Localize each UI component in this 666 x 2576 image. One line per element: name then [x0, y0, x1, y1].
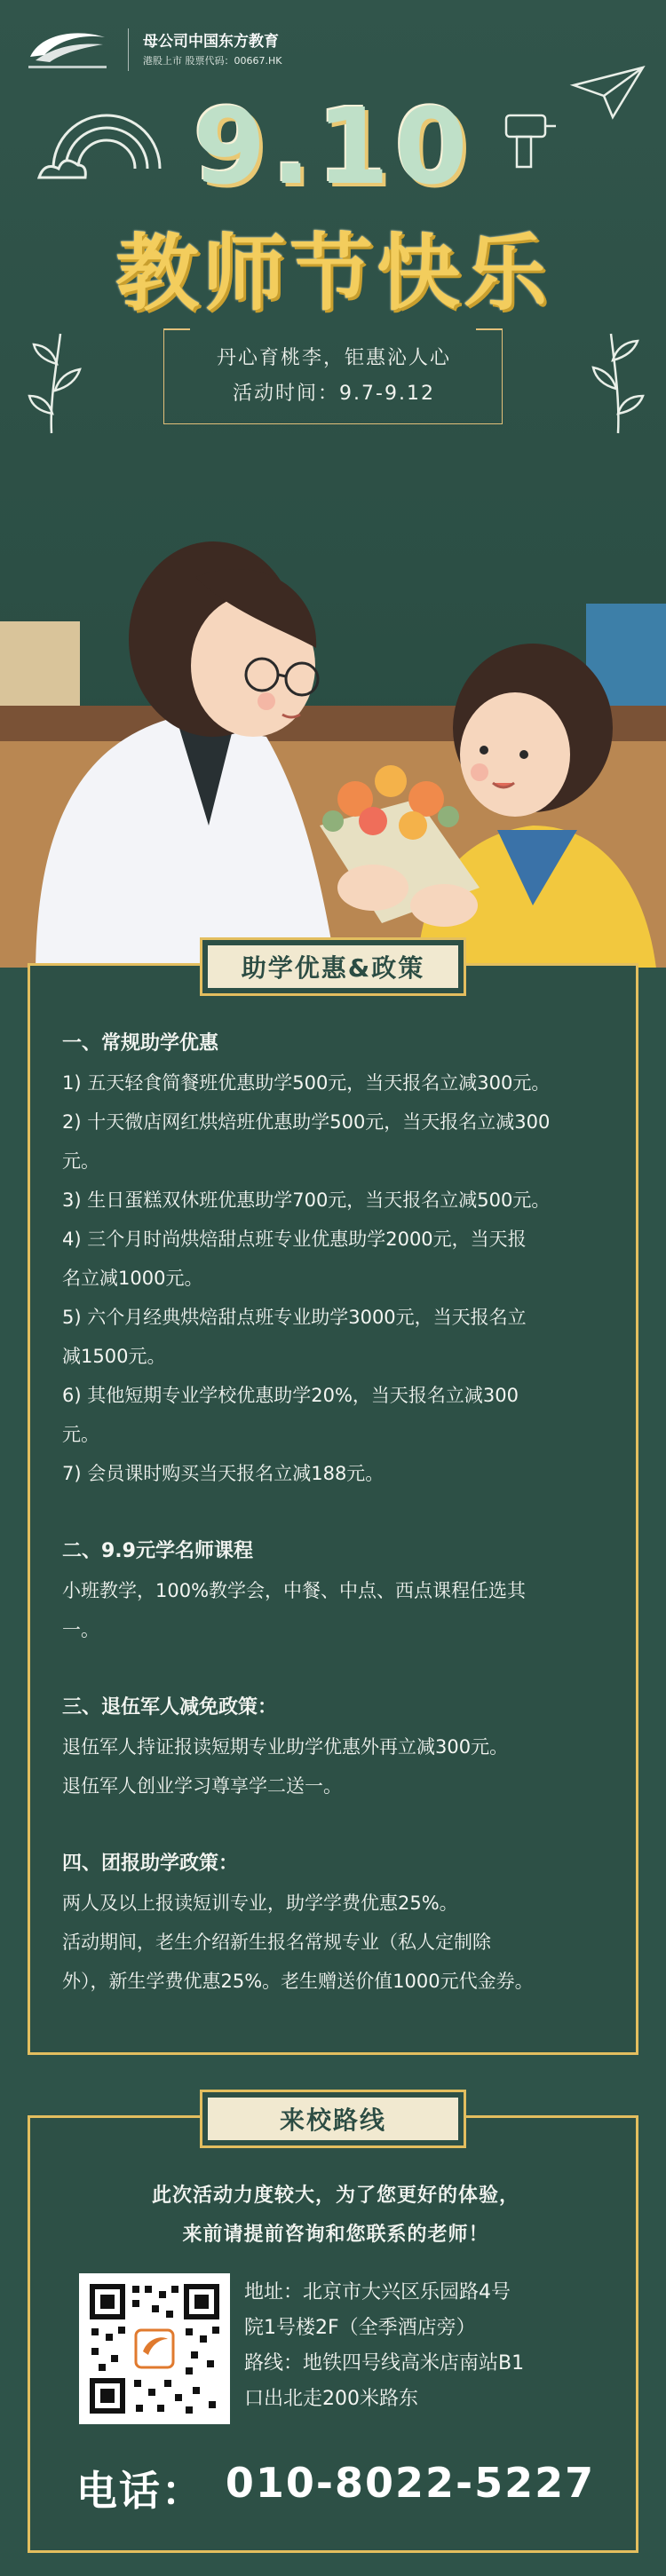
festival-title: 教师节快乐: [115, 225, 551, 322]
school-logo: [23, 25, 112, 75]
policy-section-title: 三、退伍军人减免政策：: [62, 1696, 278, 1719]
policy-section-title: 一、常规助学优惠: [62, 1032, 219, 1055]
route-intro-line: 来前请提前咨询和您联系的老师！: [182, 2224, 489, 2246]
route-line: 路线：地铁四号线高米店南站B1: [244, 2352, 525, 2375]
teacher-student-illustration: [0, 533, 666, 968]
phone-number[interactable]: 010-8022-5227: [225, 2459, 596, 2507]
parent-company: [143, 33, 281, 67]
hero-banner: [0, 0, 666, 968]
policy-section-title: 二、9.9元学名师课程: [62, 1540, 253, 1562]
policy-line: 一。: [62, 1619, 99, 1640]
policy-line: 1) 五天轻食简餐班优惠助学500元，当天报名立减300元。: [62, 1072, 551, 1094]
policy-line: 两人及以上报读短训专业，助学学费优惠25%。: [62, 1892, 458, 1914]
route-card: [28, 2106, 638, 2553]
policy-line: 4) 三个月时尚烘焙甜点班专业优惠助学2000元，当天报: [62, 1229, 527, 1250]
policy-line: 小班教学，100%教学会，中餐、中点、西点课程任选其: [62, 1580, 527, 1601]
route-intro-line: 此次活动力度较大，为了您更好的体验，: [151, 2185, 519, 2207]
brand-header: [23, 23, 281, 76]
policy-heading: 助学优惠&政策: [208, 945, 458, 988]
phone-label: 电话：: [75, 2467, 204, 2515]
policy-line: 退伍军人持证报读短期专业助学优惠外再立减300元。: [62, 1736, 509, 1758]
policy-line: 2) 十天微店网红烘焙班优惠助学500元，当天报名立减300: [62, 1111, 551, 1133]
activity-time: 活动时间：9.7-9.12: [233, 383, 435, 405]
policy-heading-frame: [200, 937, 466, 996]
route-heading: 来校路线: [208, 2098, 458, 2140]
policy-line: 减1500元。: [62, 1346, 166, 1367]
policy-line: 5) 六个月经典烘焙甜点班专业助学3000元，当天报名立: [62, 1307, 527, 1328]
address-block: [244, 2275, 617, 2417]
slogan-frame: [163, 328, 503, 424]
spacer: [62, 1649, 613, 1688]
address-line: 院1号楼2F（全季酒店旁）: [244, 2317, 476, 2339]
route-intro: [30, 2177, 641, 2255]
policy-line: 名立减1000元。: [62, 1268, 203, 1289]
parent-company-title: 母公司中国东方教育: [143, 33, 279, 51]
stock-code: 港股上市 股票代码：00667.HK: [143, 54, 282, 67]
spacer: [62, 1806, 613, 1845]
slogan-text: 丹心育桃李，钜惠沁人心: [216, 347, 451, 369]
policy-card: [28, 953, 638, 2055]
policy-content: [62, 1024, 613, 2001]
spacer: [62, 1493, 613, 1532]
policy-line: 元。: [62, 1150, 99, 1172]
policy-line: 外），新生学费优惠25%。老生赠送价值1000元代金券。: [62, 1971, 534, 1992]
policy-line: 退伍军人创业学习尊享学二送一。: [62, 1775, 342, 1797]
policy-line: 活动期间，老生介绍新生报名常规专业（私人定制除: [62, 1932, 491, 1953]
phone-block[interactable]: [30, 2459, 641, 2517]
route-line: 口出北走200米路东: [244, 2388, 418, 2410]
policy-line: 6) 其他短期专业学校优惠助学20%，当天报名立减300: [62, 1385, 519, 1406]
date-headline: 9.10: [193, 85, 473, 208]
policy-line: 元。: [62, 1424, 99, 1445]
policy-line: 7) 会员课时购买当天报名立减188元。: [62, 1463, 385, 1484]
policy-section-title: 四、团报助学政策：: [62, 1853, 239, 1875]
qr-code-icon: [86, 2280, 223, 2417]
leaf-left-icon: [25, 328, 87, 435]
policy-line: 3) 生日蛋糕双休班优惠助学700元，当天报名立减500元。: [62, 1189, 551, 1211]
route-heading-frame: [200, 2090, 466, 2148]
qr-code[interactable]: [79, 2273, 230, 2424]
leaf-right-icon: [588, 328, 650, 435]
header-divider: [128, 28, 129, 71]
address-line: 地址：北京市大兴区乐园路4号: [244, 2281, 511, 2303]
